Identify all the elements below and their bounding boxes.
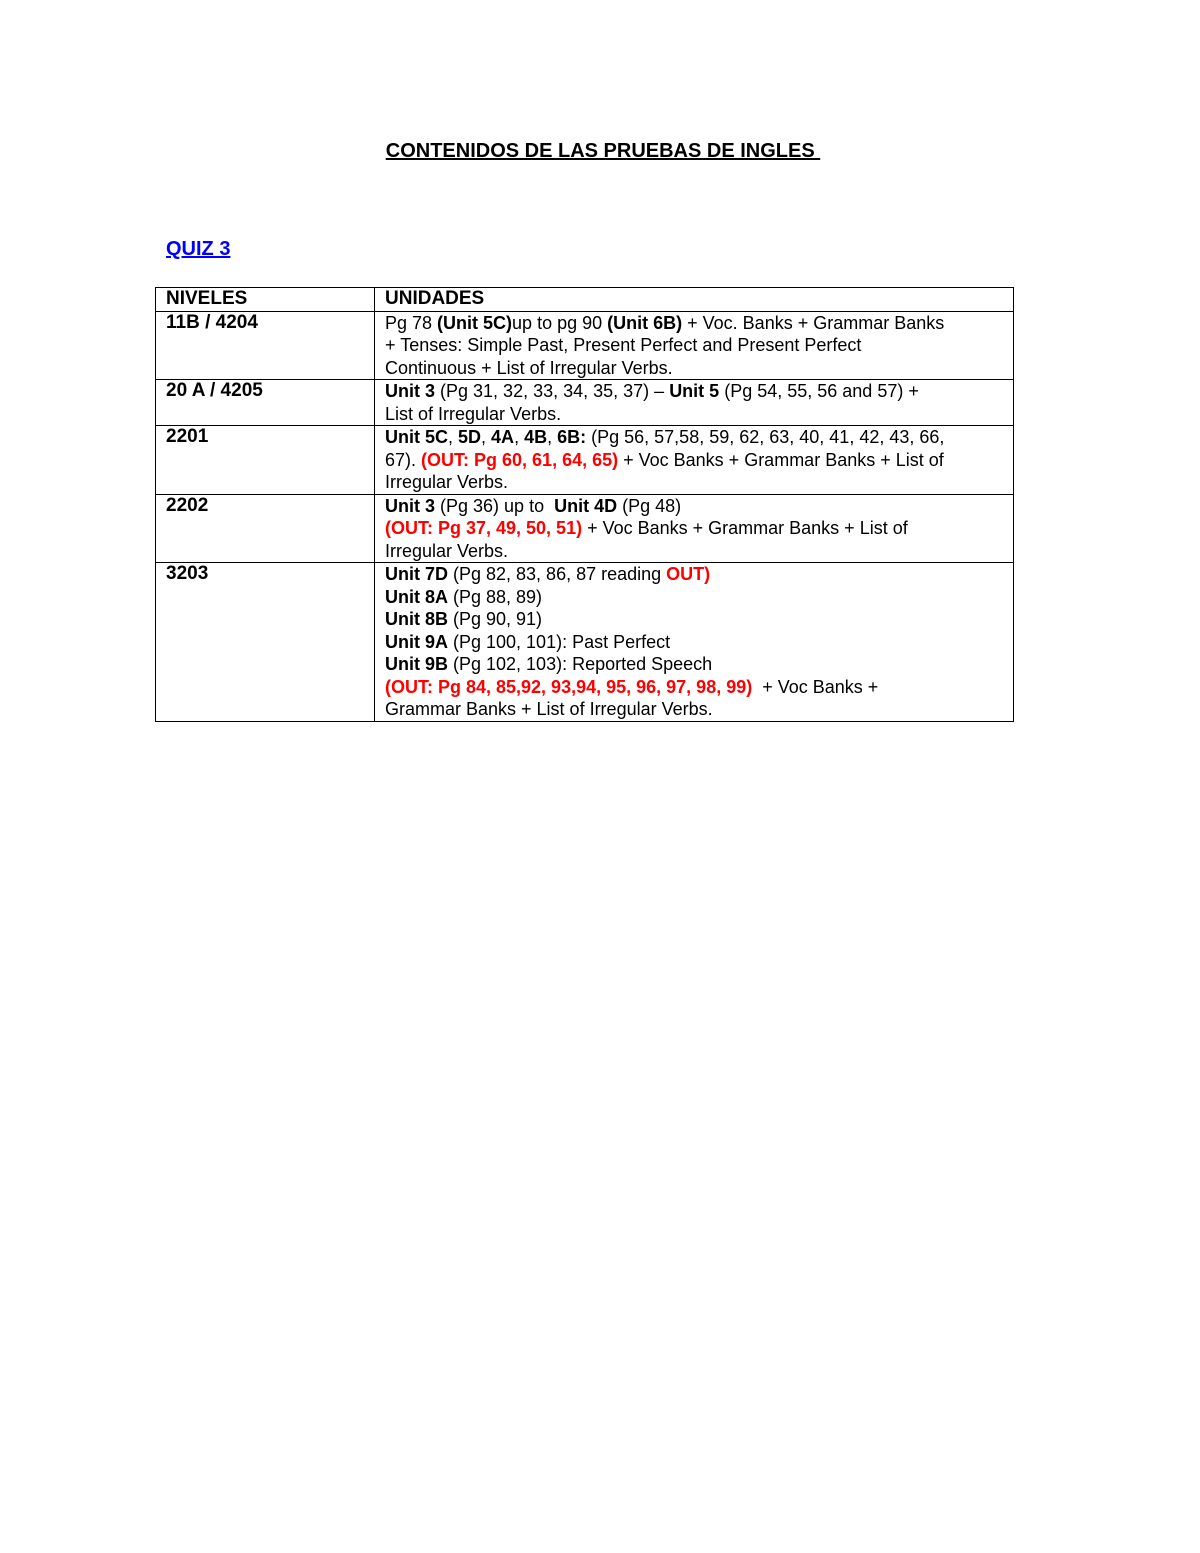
level-cell: 20 A / 4205 <box>156 380 375 426</box>
level-cell: 2202 <box>156 494 375 563</box>
column-header-unidades: UNIDADES <box>375 288 1014 312</box>
units-line <box>385 449 1005 472</box>
units-line <box>385 334 1005 357</box>
units-text: Pg 78 <box>385 312 438 333</box>
unit-label: Unit 5 <box>669 381 720 401</box>
unit-label: Unit 8B <box>385 609 448 629</box>
units-text: + Voc. Banks + Grammar Banks <box>682 312 945 333</box>
units-line <box>385 426 1005 449</box>
units-line <box>385 495 1005 518</box>
units-text: Irregular Verbs. <box>385 540 509 561</box>
column-header-niveles: NIVELES <box>156 288 375 312</box>
units-cell <box>375 311 1014 380</box>
unit-label: Unit 9A <box>385 631 448 652</box>
unit-label: (Unit 6B) <box>607 312 683 333</box>
excluded-pages-text: (OUT: Pg 37, 49, 50, 51) <box>385 518 583 538</box>
table-body <box>156 311 1014 721</box>
units-text: , <box>481 427 492 447</box>
units-text: + Voc Banks + Grammar Banks + List of <box>618 449 944 470</box>
units-text: (Pg 36) up to <box>435 495 555 516</box>
table-row <box>156 494 1014 563</box>
table-header-row <box>156 288 1014 312</box>
unit-label: Unit 3 <box>385 381 436 401</box>
units-line <box>385 403 1005 426</box>
unit-label: (Unit 5C) <box>437 312 513 333</box>
level-cell: 3203 <box>156 563 375 722</box>
units-text: (Pg 82, 83, 86, 87 reading <box>448 564 667 584</box>
unit-label: Unit 5C <box>385 427 448 447</box>
excluded-pages-text: (OUT: Pg 60, 61, 64, 65) <box>421 449 619 470</box>
units-line <box>385 471 1005 494</box>
excluded-pages-text: (OUT: Pg 84, 85,92, 93,94, 95, 96, 97, 98, 99) <box>385 676 753 697</box>
units-line <box>385 357 1005 380</box>
units-text: , <box>547 427 558 447</box>
units-text: Grammar Banks + List of Irregular Verbs. <box>385 699 713 719</box>
quiz-heading-link[interactable]: QUIZ 3 <box>166 238 231 260</box>
level-cell: 11B / 4204 <box>156 311 375 380</box>
units-line <box>385 312 1005 335</box>
units-text: , <box>448 427 459 447</box>
units-cell <box>375 494 1014 563</box>
units-text: (Pg 88, 89) <box>448 586 543 607</box>
units-text: Irregular Verbs. <box>385 472 509 492</box>
document-title: CONTENIDOS DE LAS PRUEBAS DE INGLES <box>385 140 821 162</box>
units-text: (Pg 31, 32, 33, 34, 35, 37) – <box>435 381 670 401</box>
units-text: + Voc Banks + Grammar Banks + List of <box>582 518 908 538</box>
units-cell <box>375 426 1014 495</box>
unit-label: Unit 8A <box>385 586 448 607</box>
units-line <box>385 676 1005 699</box>
table-row <box>156 380 1014 426</box>
excluded-pages-text: OUT) <box>666 564 711 584</box>
unit-label: 4B <box>524 427 548 447</box>
unit-label: Unit 4D <box>554 495 618 516</box>
unit-label: 6B: <box>557 427 587 447</box>
units-text: + Tenses: Simple Past, Present Perfect and Present Perfect <box>385 335 862 355</box>
unit-label: Unit 3 <box>385 495 436 516</box>
units-cell <box>375 380 1014 426</box>
units-line <box>385 586 1005 609</box>
units-line <box>385 653 1005 676</box>
units-cell <box>375 563 1014 722</box>
units-text: + Voc Banks + <box>752 676 879 697</box>
units-text: (Pg 102, 103): Reported Speech <box>448 654 713 674</box>
units-text: , <box>514 427 525 447</box>
units-text: Continuous + List of Irregular Verbs. <box>385 357 673 378</box>
unit-label: Unit 7D <box>385 564 448 584</box>
units-text: up to pg 90 <box>512 312 608 333</box>
level-cell: 2201 <box>156 426 375 495</box>
units-line <box>385 517 1005 540</box>
units-text: (Pg 56, 57,58, 59, 62, 63, 40, 41, 42, 43, 66, <box>586 427 945 447</box>
table-row <box>156 311 1014 380</box>
units-line <box>385 563 1005 586</box>
units-text: (Pg 90, 91) <box>448 609 543 629</box>
units-line <box>385 540 1005 563</box>
unit-label: Unit 9B <box>385 654 448 674</box>
table-row <box>156 426 1014 495</box>
table-row <box>156 563 1014 722</box>
units-text: (Pg 48) <box>617 495 682 516</box>
units-line <box>385 380 1005 403</box>
units-line <box>385 631 1005 654</box>
units-text: List of Irregular Verbs. <box>385 403 562 424</box>
units-line <box>385 608 1005 631</box>
units-text: (Pg 100, 101): Past Perfect <box>448 631 671 652</box>
units-text: 67). <box>385 449 422 470</box>
contents-table <box>155 287 1014 722</box>
unit-label: 5D <box>458 427 482 447</box>
unit-label: 4A <box>491 427 515 447</box>
units-text: (Pg 54, 55, 56 and 57) + <box>719 381 919 401</box>
units-line <box>385 698 1005 721</box>
